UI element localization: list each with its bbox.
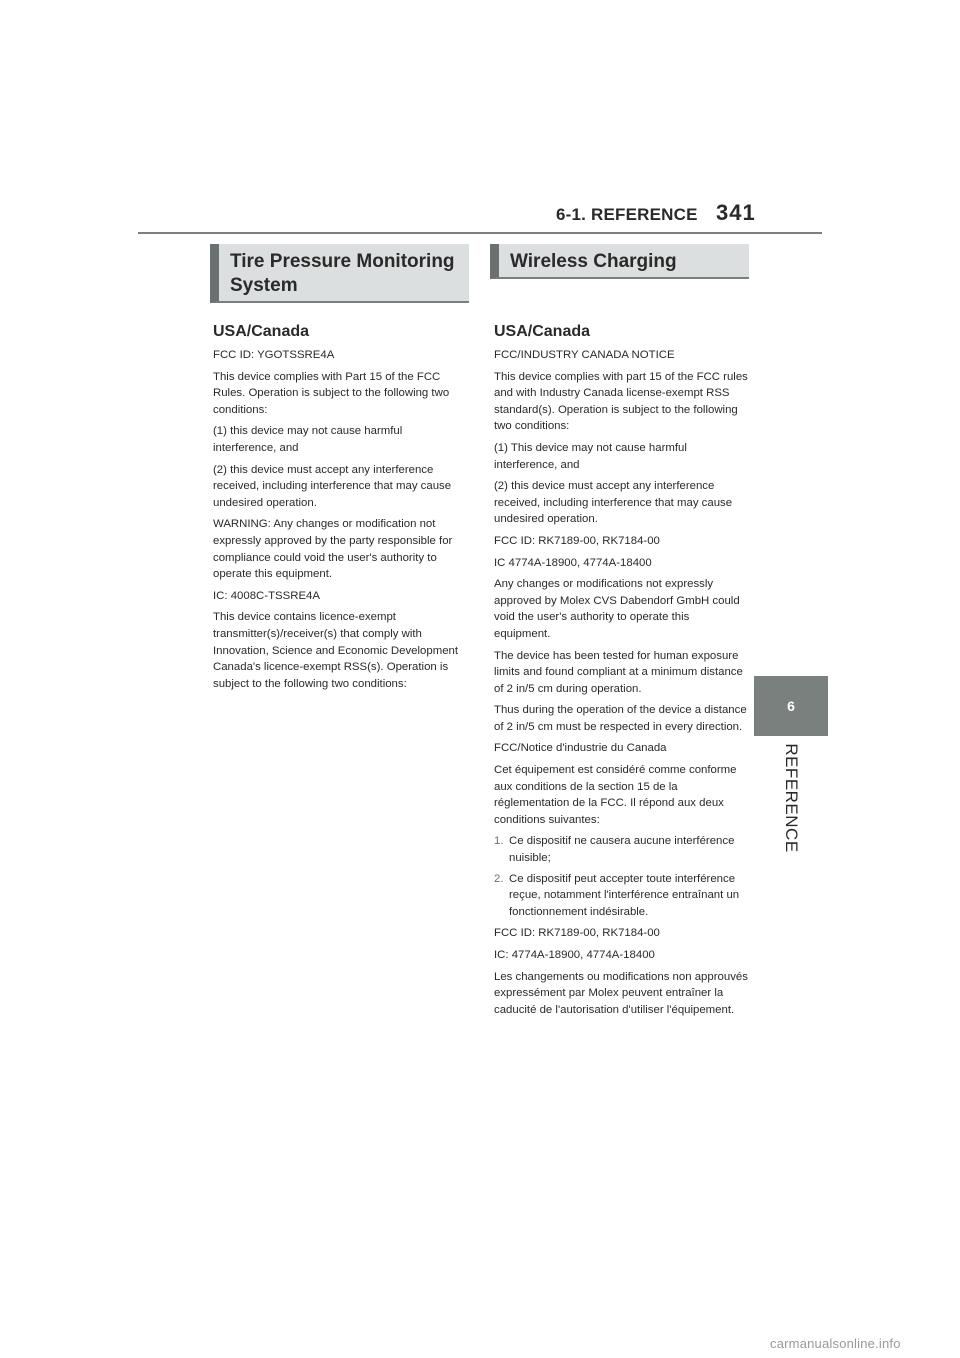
paragraph: The device has been tested for human exposure limits and found compliant at a minimum distance of 2 in/5 cm during operation.	[494, 649, 743, 695]
list-text: Ce dispositif peut accepter toute interférence reçue, notamment l'interférence entraînant un fonctionnement indésirable.	[509, 872, 740, 918]
paragraph: IC: 4774A-18900, 4774A-18400	[494, 949, 655, 961]
list-number: 1.	[494, 835, 504, 848]
paragraph: This device complies with Part 15 of the FCC Rules. Operation is subject to the following two conditions:	[213, 370, 450, 416]
section-title-tpms: Tire Pressure Monitoring System	[210, 244, 469, 303]
tpms-column	[213, 320, 467, 697]
paragraph: FCC/Notice d'industrie du Canada	[494, 742, 667, 755]
list-text: Ce dispositif ne causera aucune interférence nuisible;	[509, 835, 735, 865]
section-title-wireless-charging: Wireless Charging	[490, 244, 749, 279]
list-item	[494, 871, 748, 921]
list-item	[494, 833, 748, 866]
wireless-charging-column	[494, 322, 748, 1023]
paragraph: (2) this device must accept any interference received, including interference that may cause undesired operation.	[494, 480, 733, 526]
paragraph: Les changements ou modifications non approuvés expressément par Molex peuvent entraîner la caducité de l'autorisation d'utiliser l'équipement.	[494, 970, 748, 1016]
paragraph: (1) this device may not cause harmful interference, and	[213, 425, 403, 454]
paragraph: IC: 4008C-TSSRE4A	[213, 589, 320, 602]
chapter-tab[interactable]	[754, 676, 828, 736]
numbered-list	[494, 833, 748, 920]
chapter-tab-number: 6	[787, 698, 795, 714]
paragraph: This device contains licence-exempt transmitter(s)/receiver(s) that comply with Innovation, Science and Economic Development Canada's licence-exempt RSS(s). Operation is subject to the following two conditions:	[213, 611, 459, 690]
paragraph: Any changes or modifications not expressly approved by Molex CVS Dabendorf GmbH could void the user's authority to operate this equipment.	[494, 578, 740, 640]
list-number: 2.	[494, 872, 504, 885]
watermark: carmanualsonline.info	[770, 1336, 901, 1351]
paragraph: Thus during the operation of the device a distance of 2 in/5 cm must be respected in every direction.	[494, 704, 747, 733]
paragraph: FCC ID: YGOTSSRE4A	[213, 349, 335, 361]
paragraph: FCC ID: RK7189-00, RK7184-00	[494, 927, 660, 940]
paragraph: FCC ID: RK7189-00, RK7184-00	[494, 534, 660, 547]
paragraph: Cet équipement est considéré comme conforme aux conditions de la section 15 de la réglementation de la FCC. Il répond aux deux conditions suivantes:	[494, 764, 737, 826]
paragraph: WARNING: Any changes or modification not expressly approved by the party responsible for compliance could void the user's authority to operate this equipment.	[213, 518, 453, 581]
page-number: 341	[716, 200, 756, 225]
section-header: 6-1. REFERENCE	[556, 205, 698, 224]
header-divider	[138, 232, 822, 234]
paragraph: (1) This device may not cause harmful interference, and	[494, 441, 687, 471]
wireless-subheading: USA/Canada	[494, 323, 591, 340]
tpms-subheading: USA/Canada	[213, 323, 310, 340]
paragraph: FCC/INDUSTRY CANADA NOTICE	[494, 349, 675, 361]
paragraph: IC 4774A-18900, 4774A-18400	[494, 556, 652, 569]
paragraph: (2) this device must accept any interference received, including interference that may cause undesired operation.	[213, 463, 452, 509]
paragraph: This device complies with part 15 of the FCC rules and with Industry Canada license-exempt RSS standard(s). Operation is subject to the following two conditions:	[494, 370, 748, 433]
chapter-tab-label: REFERENCE	[782, 743, 801, 853]
